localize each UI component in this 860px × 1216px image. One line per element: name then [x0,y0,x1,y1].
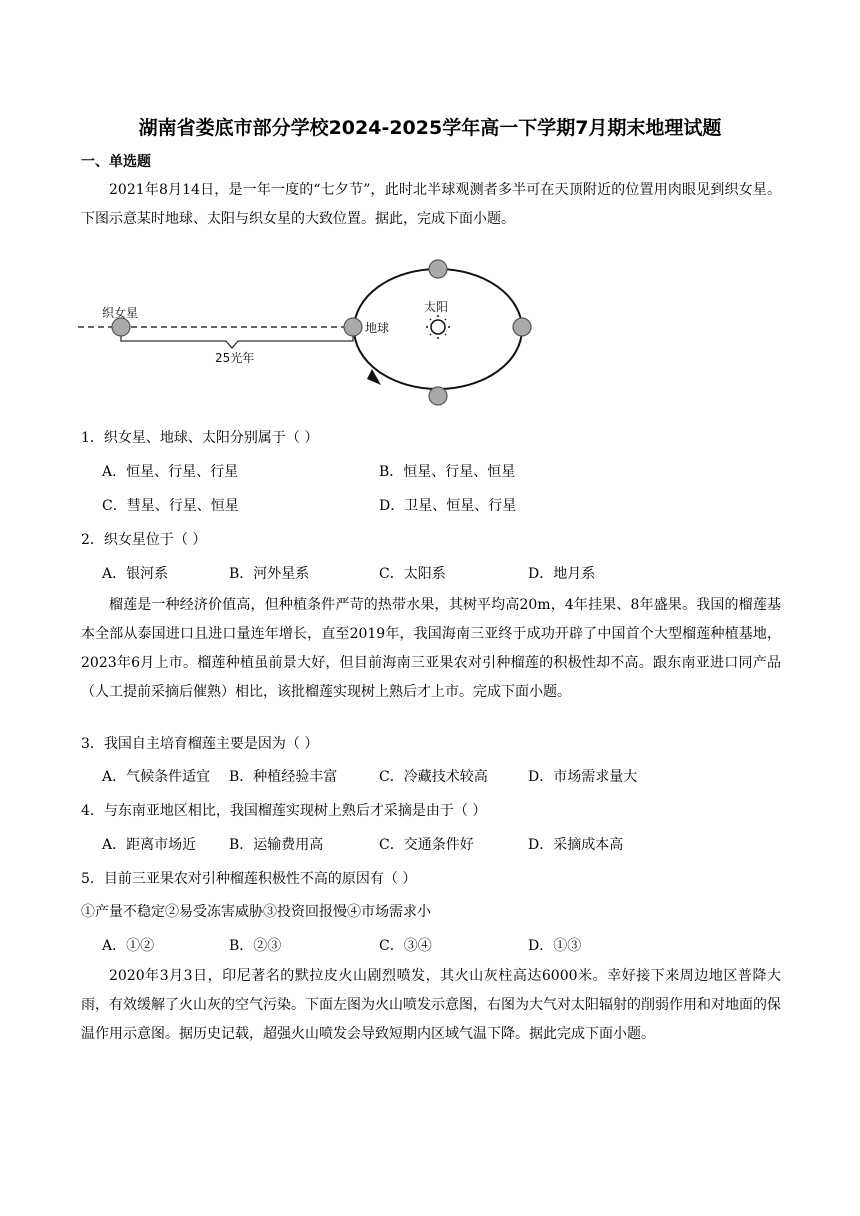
q3-option-c[interactable]: C．冷藏技术较高 [379,769,488,785]
q1-option-b[interactable]: B．恒星、行星、恒星 [379,464,516,480]
sun-label: 太阳 [424,300,449,314]
q2-option-a[interactable]: A．银河系 [102,566,169,582]
q4-option-c[interactable]: C．交通条件好 [379,837,474,853]
passage-durian: 榴莲是一种经济价值高，但种植条件严苛的热带水果，其树平均高20m，4年挂果、8年盛果。我国的榴莲基本全部从泰国进口且进口量连年增长，直至2019年，我国海南三亚终于成功开辟了中国首个大型榴莲种植基地，2023年6月上市。榴莲种植虽前景大好，但目前海南三亚果农对引种榴莲的积极性却不高。跟东南亚进口同产品（人工提前采摘后催熟）相比，该批榴莲实现树上熟后才上市。完成下面小题。 [81,597,781,700]
q3-option-a[interactable]: A．气候条件适宜 [102,769,211,785]
question-3-stem: 3．我国自主培育榴莲主要是因为（ ） [81,736,319,752]
q2-option-c[interactable]: C．太阳系 [379,566,446,582]
question-4-stem: 4．与东南亚地区相比，我国榴莲实现树上熟后才采摘是由于（ ） [81,803,487,819]
earth-position-top [429,260,447,278]
passage-qixi: 2021年8月14日，是一年一度的“七夕节”，此时北半球观测者多半可在天顶附近的位置用肉眼见到织女星。下图示意某时地球、太阳与织女星的大致位置。据此，完成下面小题。 [81,182,781,227]
orbit-figure [78,252,538,412]
sun-icon [426,315,450,339]
distance-label: 25光年 [215,351,255,365]
q5-option-c[interactable]: C．③④ [379,938,432,954]
q1-option-a[interactable]: A．恒星、行星、行星 [102,464,239,480]
earth-position-bottom [429,387,447,405]
q1-option-d[interactable]: D．卫星、恒星、行星 [379,498,517,514]
question-5-stem: 5．目前三亚果农对引种榴莲积极性不高的原因有（ ） [81,871,417,887]
vega-star [112,318,130,336]
section-heading: 一、单选题 [81,154,151,170]
page-title: 湖南省娄底市部分学校2024-2025学年高一下学期7月期末地理试题 [138,117,722,139]
distance-brace [121,332,353,348]
question-2-stem: 2．织女星位于（ ） [81,532,207,548]
q5-option-a[interactable]: A．①② [102,938,155,954]
q2-option-b[interactable]: B．河外星系 [229,566,310,582]
earth-label: 地球 [365,321,390,335]
vega-label: 织女星 [102,306,139,320]
q2-option-d[interactable]: D．地月系 [528,566,596,582]
question-1-stem: 1．织女星、地球、太阳分别属于（ ） [81,430,319,446]
q4-option-d[interactable]: D．采摘成本高 [528,837,624,853]
q4-option-a[interactable]: A．距离市场近 [102,837,197,853]
q4-option-b[interactable]: B．运输费用高 [229,837,324,853]
q5-option-d[interactable]: D．①③ [528,938,582,954]
q3-option-d[interactable]: D．市场需求量大 [528,769,638,785]
question-5-items: ①产量不稳定②易受冻害威胁③投资回报慢④市场需求小 [81,904,431,920]
earth-position-right [513,318,531,336]
earth-position-left [344,318,362,336]
q3-option-b[interactable]: B．种植经验丰富 [229,769,338,785]
q1-option-c[interactable]: C．彗星、行星、恒星 [102,498,239,514]
passage-volcano: 2020年3月3日，印尼著名的默拉皮火山剧烈喷发，其火山灰柱高达6000米。幸好接下来周边地区普降大雨，有效缓解了火山灰的空气污染。下面左图为火山喷发示意图，右图为大气对太阳辐射的削弱作用和对地面的保温作用示意图。据历史记载，超强火山喷发会导致短期内区域气温下降。据此完成下面小题。 [81,968,781,1042]
q5-option-b[interactable]: B．②③ [229,938,282,954]
